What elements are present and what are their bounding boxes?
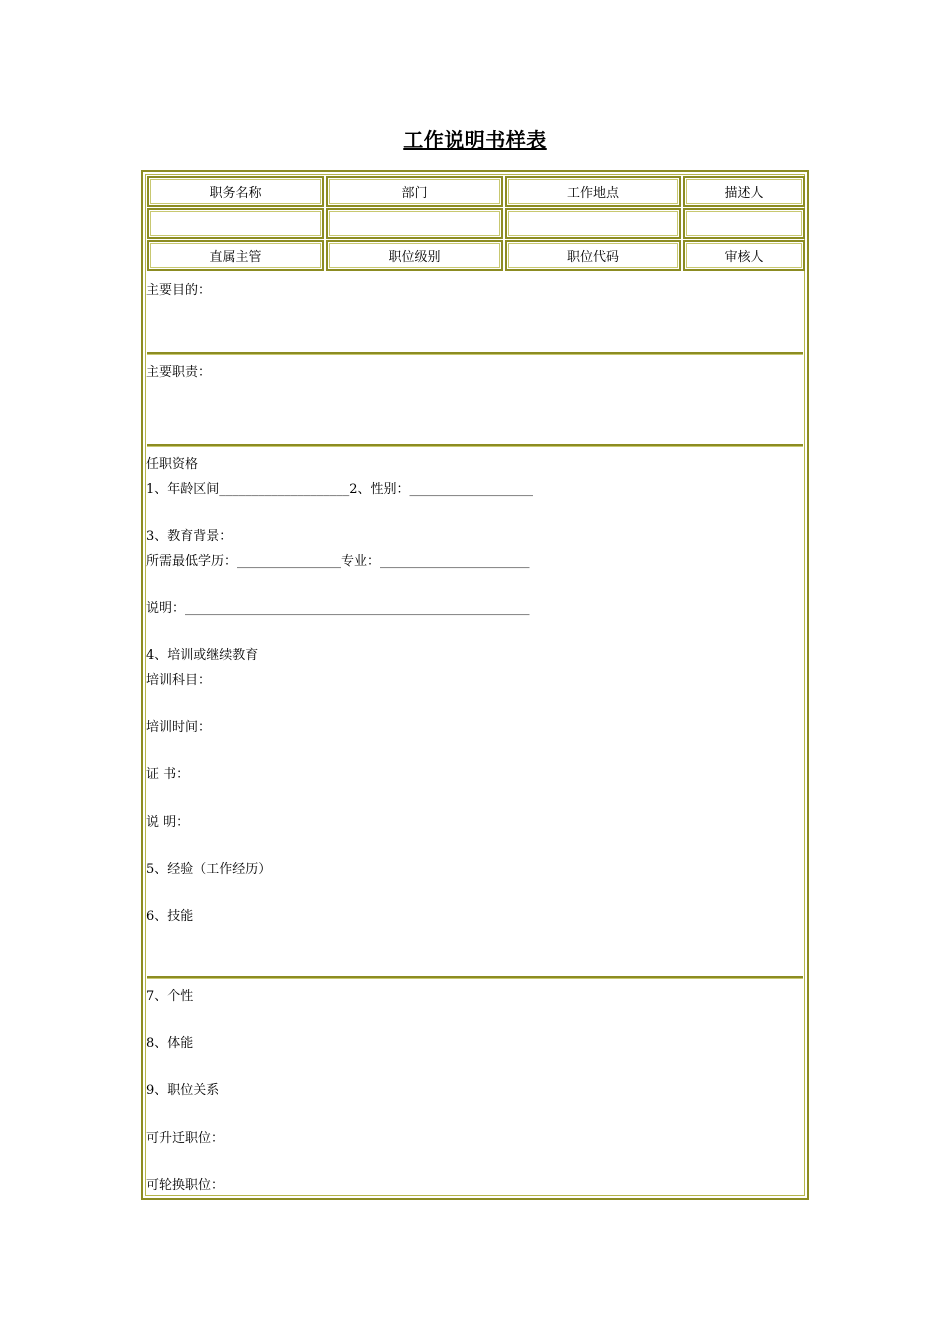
relations-label: 9、职位关系 [146, 1083, 220, 1098]
education-line: 所需最低学历：________________专业：_______________________ [146, 554, 530, 569]
education-note: 说明：_____________________________________________________ [146, 601, 530, 616]
work-location-field[interactable] [505, 208, 681, 239]
header-position-code: 职位代码 [505, 240, 681, 271]
physical-label: 8、体能 [146, 1036, 194, 1051]
qualifications-heading: 任职资格 [146, 457, 199, 472]
header-reviewer: 审核人 [683, 240, 805, 271]
certificate-label: 证 书： [146, 767, 190, 782]
section-divider [147, 444, 803, 447]
form-inner-border [145, 174, 805, 1196]
training-time-label: 培训时间： [146, 720, 212, 735]
main-duties-label: 主要职责： [146, 365, 212, 380]
header-department: 部门 [326, 176, 503, 207]
describer-field[interactable] [683, 208, 805, 239]
section-divider [147, 976, 803, 979]
department-field[interactable] [326, 208, 503, 239]
header-position-level: 职位级别 [326, 240, 503, 271]
job-description-form [141, 170, 809, 1200]
page-title: 工作说明书样表 [403, 128, 547, 152]
education-heading: 3、教育背景： [146, 529, 233, 544]
header-work-location: 工作地点 [505, 176, 681, 207]
promotion-label: 可升迁职位： [146, 1131, 225, 1146]
training-heading: 4、培训或继续教育 [146, 648, 259, 663]
main-purpose-label: 主要目的： [146, 283, 212, 298]
experience-label: 5、经验（工作经历） [146, 862, 272, 877]
personality-label: 7、个性 [146, 989, 194, 1004]
age-gender-line: 1、年龄区间____________________2、性别：___________________ [146, 482, 534, 497]
training-subject-label: 培训科目： [146, 673, 212, 688]
section-divider [147, 352, 803, 355]
header-describer: 描述人 [683, 176, 805, 207]
training-note-label: 说 明： [146, 815, 190, 830]
header-job-title: 职务名称 [147, 176, 324, 207]
job-title-field[interactable] [147, 208, 324, 239]
skills-label: 6、技能 [146, 909, 194, 924]
header-direct-supervisor: 直属主管 [147, 240, 324, 271]
rotation-label: 可轮换职位： [146, 1178, 225, 1193]
